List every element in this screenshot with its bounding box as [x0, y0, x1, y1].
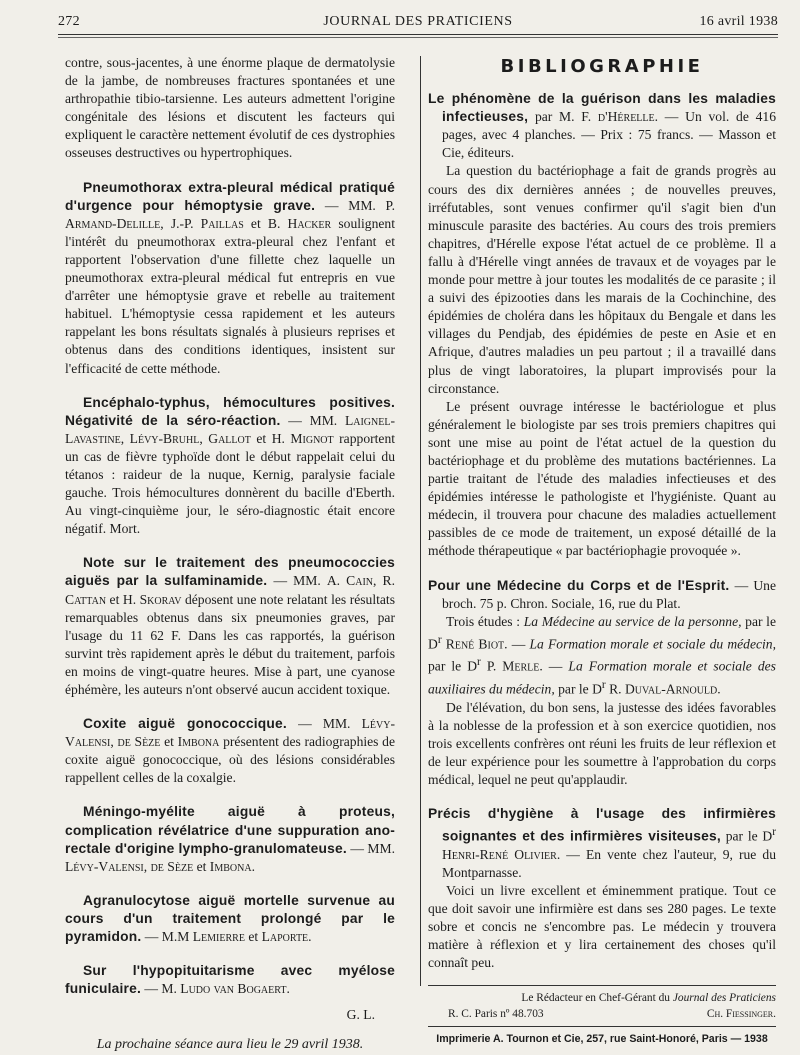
article-title: Encéphalo-typhus, hémocultures positives. Négativité de la séro-réaction.: [65, 394, 395, 428]
footer-rule: [428, 985, 776, 986]
author: Lévy-Valensi: [65, 858, 144, 874]
editor-name: Ch. Fiessinger.: [706, 1007, 776, 1020]
publication-info: . — Un vol. de 416 pages, avec 4 planches. — Prix : 75 francs. — Masson et Cie, éditeurs.: [442, 109, 776, 161]
author: R. Duval-Arnould: [605, 681, 718, 697]
article-body: soulignent l'intérêt du pneumothorax extra-pleural chez l'enfant et rapportent l'observation d'une fillette chez laquelle un pneumothorax extra-pleural médical fut entrepris en vue d'arrêter une hémoptysie grave et rebelle au traitement habituel. L'hémoptysie cessa rapidement et les auteurs rappelant les bons résultats signalés à plusieurs reprises et obtenus dans des conditions identiques, insistent sur l'efficacité de cette méthode.: [65, 215, 396, 376]
signature: G. L.: [346, 1007, 375, 1023]
review-paragraph: Voici un livre excellent et éminemment pratique. Tout ce que doit savoir une infirmière est dans ses 280 pages. Le texte sobre et concis ne s'encombre pas. Le médecin y trouvera matière à réflexion et y lira certainement des choses qu'il connaît peu.: [428, 883, 776, 971]
trade-register: R. C. Paris nº 48.703: [448, 1007, 544, 1020]
article-body: rapportent un cas de fièvre typhoïde dont le début rappelait celui du tétanos : raideur de la nuque, Kernig, paralysie faciale gauche. Trois hémocultures donnèrent du bacille d'Eberth. Au vingt-cinquième jour, le séro-diagnostic était encore négatif. Mort.: [65, 430, 396, 537]
publication-info: . — En vente chez l'auteur, 9, rue du Montparnasse.: [442, 846, 776, 880]
article-title: Note sur le traitement des pneumococcies aiguës par la sulfaminamide.: [65, 555, 395, 589]
page-number: 272: [58, 14, 80, 29]
article-meningo-myelite: Méningo-myélite aiguë à proteus, complication révélatrice d'une suppuration ano-rectale d'origine lympho-granulomateuse. — MM. Lévy-Valensi, de Sèze et Imbona.: [65, 804, 395, 874]
right-column: [428, 54, 776, 1047]
author: René Biot: [441, 636, 505, 652]
author: Lévy-Valensi: [65, 716, 395, 750]
header-rule-secondary: [58, 37, 778, 38]
author: Ludo van Bogaert: [180, 981, 287, 997]
article-hypopituitarisme: Sur l'hypopituitarisme avec myélose funiculaire. — M. Ludo van Bogaert.: [65, 963, 395, 997]
article-agranulocytose: Agranulocytose aiguë mortelle survenue au cours d'un traitement prolongé par le pyramidon. — M.M Lemierre et Laporte.: [65, 892, 395, 945]
author: Lévy-Bruhl: [129, 430, 200, 446]
article-encephalo-typhus: Encéphalo-typhus, hémocultures positives. Négativité de la séro-réaction. — MM. Laignel-Lavastine, Lévy-Bruhl, Gallot et H. Mignot rapportent un cas de fièvre typhoïde dont le début rappelait celui du tétanos : raideur de la nuque, Kernig, paralysie faciale gauche. Trois hémocultures donnèrent du bacille d'Eberth. Au vingt-cinquième jour, le séro-diagnostic était encore négatif. Mort.: [65, 394, 396, 537]
registry-line: [428, 1006, 776, 1022]
page-header: [58, 12, 778, 34]
column-divider: [420, 56, 421, 986]
author: H. Mignot: [271, 430, 334, 446]
header-rule: [58, 34, 778, 35]
author: Lemierre: [192, 929, 245, 945]
author: B. Hacker: [267, 215, 332, 231]
footer-rule: [428, 1026, 776, 1027]
article-title: Sur l'hypopituitarisme avec myélose funiculaire.: [65, 963, 395, 997]
book-title: Précis d'hygiène à l'usage des infirmières soignantes et des infirmières visiteuses,: [428, 806, 776, 844]
article-title: Agranulocytose aiguë mortelle survenue au cours d'un traitement prolongé par le pyramidon.: [65, 892, 395, 945]
article-title: Méningo-myélite aiguë à proteus, complication révélatrice d'une suppuration ano-rectale d'origine lympho-granulomateuse.: [65, 804, 395, 856]
article-title: Pneumothorax extra-pleural médical pratiqué d'urgence pour hémoptysie grave.: [65, 179, 395, 213]
article-pneumococcies: Note sur le traitement des pneumococcies aiguës par la sulfaminamide. — MM. A. Cain, R. Cattan et H. Skorav déposent une note relatant les résultats remarquables obtenus dans six pneumonies graves, par l'usage du 11 62 F. Dans les cas rapportés, la guérison survint très rapidement après le début du traitement, parfois en moins de vingt-quatre heures. Mise à part, une cyanose éphémère, les auteurs n'ont observé aucun accident toxique.: [65, 555, 395, 697]
review-paragraph: De l'élévation, du bon sens, la justesse des idées favorables à la noblesse de la profession et à son exercice quotidien, nos trois excellents confrères ont réuni les fruits de leur réflexion et de leur expérience pour les soumettre à l'approbation du corps médical, lequel ne peut qu'applaudir.: [428, 699, 776, 788]
author: Gallot: [208, 430, 251, 446]
author: P. Merle: [480, 658, 540, 674]
article-body: déposent une note relatant les résultats remarquables obtenus dans six pneumonies graves, par l'usage du 11 62 F. Dans les cas rapportés, la guérison survint très rapidement après le début du traitement, parfois en moins de vingt-quatre heures. Mise à part, une cyanose éphémère, les auteurs n'ont observé aucun accident toxique.: [65, 591, 395, 697]
book-title: Le phénomène de la guérison dans les maladies infectieuses,: [428, 91, 776, 125]
review-paragraph: Trois études : La Médecine au service de la personne, par le $D^r$ René Biot. — La Formation morale et sociale du médecin, par le $D^r$ P. Merle. — La Formation morale et sociale des auxiliaires du médecin, par le $D^r$ R. Duval-Arnould.: [428, 613, 777, 697]
book-title: Pour une Médecine du Corps et de l'Esprit.: [428, 577, 730, 593]
intro-paragraph: contre, sous-jacentes, à une énorme plaque de dermatolysie de la jambe, de nombreuses fractures spontanées et une arthropathie tibio-tarsienne. Les auteurs admettent l'origine congénitale des lésions et discutent les facteurs qui expliquent le caractère nettement évolutif de ces dystrophies osseuses destructives ou hypertrophiques.: [65, 55, 395, 161]
journal-title: JOURNAL DES PRATICIENS: [323, 14, 513, 29]
author: P. Armand-Delille: [65, 197, 395, 231]
book-entry-herelle: Le phénomène de la guérison dans les maladies infectieuses, par M. F. d'Hérelle. — Un vol. de 416 pages, avec 4 planches. — Prix : 75 francs. — Masson et Cie, éditeurs.: [428, 91, 776, 161]
next-session-note: La prochaine séance aura lieu le 29 avril 1938.: [96, 1037, 364, 1053]
review-paragraph: La question du bactériophage a fait de grands progrès au cours des dix dernières années ; de nouvelles preuves, irréfutables, sont venues confirmer qu'il s'agit bien d'un minuscule parasite des bactéries. Au cours des trois premiers chapitres, d'Hérelle expose l'état actuel de ce problème. Il a fallu à d'Hérelle vingt années de travaux et de voyages par le monde pour mettre à jour toutes les modalités de ce parasite ; il a suivi des épizooties dans les marais de la Cochinchine, des épidémies de choléra dans les hôpitaux du Bengale et dans les villages du Pendjab, des épidémies de peste en Asie et en Afrique, d'autres maladies un peu partout ; il a travaillé dans plus de vingt laboratoires, la plupart improvisés pour la circonstance.: [428, 163, 776, 396]
left-column: [65, 54, 395, 1055]
article-pneumothorax: Pneumothorax extra-pleural médical pratiqué d'urgence pour hémoptysie grave. — MM. P. Armand-Delille, J.-P. Paillas et B. Hacker soulignent l'intérêt du pneumothorax extra-pleural chez l'enfant et rapportent l'observation d'une fillette chez laquelle un pneumothorax extra-pleural médical fut entrepris en vue d'arrêter une hémoptysie grave et rebelle au traitement habituel. L'hémoptysie cessa rapidement et les auteurs rappelant les bons résultats signalés à plusieurs reprises et obtenus dans des conditions identiques, insistent sur l'efficacité de cette méthode.: [65, 179, 396, 376]
article-coxite: Coxite aiguë gonococcique. — MM. Lévy-Valensi, de Sèze et Imbona présentent des radiographies de coxite aiguë gonococcique, où des lésions considérables rappellent celles de la coxalgie.: [65, 716, 395, 786]
author: Laporte: [261, 929, 309, 945]
issue-date: 16 avril 1938: [699, 14, 778, 29]
author: de Sèze: [150, 858, 194, 874]
publication-info: — Une broch. 75 p. Chron. Sociale, 16, rue du Plat.: [442, 577, 776, 611]
book-entry-medecine: [428, 577, 776, 613]
author: d'Hérelle: [597, 109, 655, 125]
article-body: présentent des radiographies de coxite aiguë gonococcique, où des lésions considérables rappellent celles de la coxalgie.: [65, 734, 395, 786]
author: J.-P. Paillas: [170, 215, 244, 231]
author: Imbona: [209, 858, 252, 874]
author: Imbona: [177, 734, 220, 750]
author: H. Skorav: [122, 591, 182, 607]
author: de Sèze: [117, 734, 161, 750]
printer-line: Imprimerie A. Tournon et Cie, 257, rue Saint-Honoré, Paris — 1938: [436, 1032, 768, 1045]
editor-line: Le Rédacteur en Chef-Gérant du Journal des Praticiens: [521, 991, 776, 1004]
author: A. Cain: [326, 573, 373, 589]
author: R. Cattan: [65, 573, 395, 607]
author: Laignel-Lavastine: [65, 412, 395, 446]
book-entry-hygiene: Précis d'hygiène à l'usage des infirmières soignantes et des infirmières visiteuses, par le $D^r$ Henri-René Olivier. — En vente chez l'auteur, 9, rue du Montparnasse.: [428, 806, 776, 880]
author: Henri-René Olivier: [442, 846, 557, 862]
imprint-footer: [428, 990, 776, 1047]
review-paragraph: Le présent ouvrage intéresse le bactériologue et plus généralement le biologiste par ses trois premiers chapitres qui sont une mise au point de l'état actuel de la question du bactériophage et du problème des mutations bactériennes. La partie traitant de l'étude des maladies infectieuses et des épidémies intéresse le pathologiste et l'hygiéniste. Quant au médecin, il trouvera pour chacune des maladies actuellement passibles de ce mode de traitement, un exposé détaillé de la méthode thérapeutique « par bactériophagie provoquée ».: [428, 398, 776, 559]
article-title: Coxite aiguë gonococcique.: [83, 716, 287, 732]
section-title: BIBLIOGRAPHIE: [500, 56, 704, 77]
